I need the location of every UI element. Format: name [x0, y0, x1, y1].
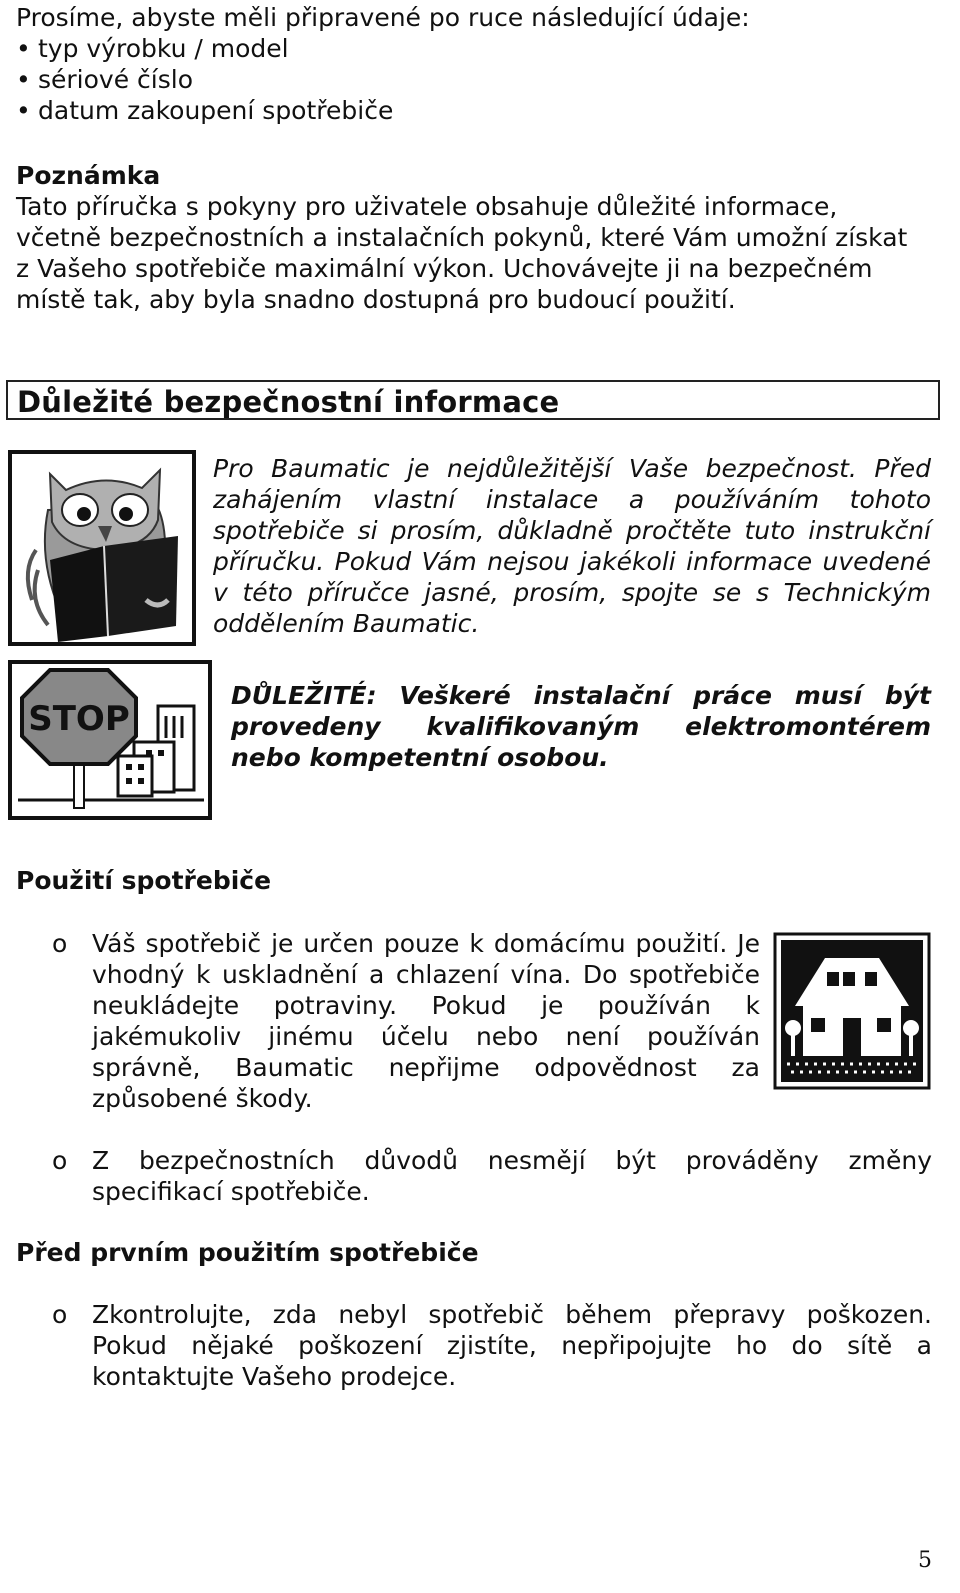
important-text: DŮLEŽITÉ: Veškeré instalační práce musí být provedeny kvalifikovaným elektromontérem nebo kompetentní osobou.: [231, 681, 931, 772]
note-text: Tato příručka s pokyny pro uživatele obsahuje důležité informace, včetně bezpečnostních a instalačních pokynů, které Vám umožní získat z Vašeho spotřebiče maximální výkon. Uchovávejte ji na bezpečném místě tak, aby byla snadno dostupná pro budoucí použití.: [16, 192, 908, 314]
list-item: [52, 1299, 932, 1392]
first-use-title: Před prvním použitím spotřebiče: [16, 1238, 479, 1267]
important-notice: [231, 680, 931, 773]
list-marker: o: [52, 1300, 68, 1329]
intro-section: [16, 2, 916, 126]
safety-title: Důležité bezpečnostní informace: [17, 385, 560, 419]
house-icon: [773, 932, 931, 1090]
page-number: 5: [918, 1548, 932, 1573]
list-item: [52, 928, 760, 1114]
list-item: • typ výrobku / model: [16, 33, 916, 64]
owl-reading-icon: [8, 450, 196, 646]
list-item: • datum zakoupení spotřebiče: [16, 95, 916, 126]
note-title: Poznámka: [16, 161, 161, 190]
usage-item-text: Váš spotřebič je určen pouze k domácímu použití. Je vhodný k uskladnění a chlazení vína. Do spotřebiče neukládejte potraviny. Pokud je používán k jakémukoliv jinému účelu nebo není používán správně, Baumatic nepřijme odpovědnost za způsobené škody.: [92, 929, 760, 1113]
list-item: [52, 1145, 932, 1207]
list-marker: o: [52, 929, 68, 958]
safety-intro-text: Pro Baumatic je nejdůležitější Vaše bezpečnost. Před zahájením vlastní instalace a používáním tohoto spotřebiče si prosím, důkladně pročtěte tuto instrukční příručku. Pokud Vám nejsou jakékoli informace uvedené v této příručce jasné, prosím, spojte se s Technickým oddělením Baumatic.: [213, 454, 931, 638]
note-section: [16, 160, 916, 315]
safety-heading-box: [6, 380, 940, 420]
first-use-item-text: Zkontrolujte, zda nebyl spotřebič během přepravy poškozen. Pokud nějaké poškození zjistíte, nepřipojujte ho do sítě a kontaktujte Vašeho prodejce.: [92, 1300, 932, 1391]
stop-sign-icon: [8, 660, 212, 820]
usage-item-text: Z bezpečnostních důvodů nesmějí být prováděny změny specifikací spotřebiče.: [92, 1146, 932, 1206]
intro-list: [16, 33, 916, 126]
safety-intro: [213, 453, 931, 639]
list-item: • sériové číslo: [16, 64, 916, 95]
usage-title: Použití spotřebiče: [16, 866, 272, 895]
list-marker: o: [52, 1146, 68, 1175]
stop-sign-text: STOP: [28, 699, 130, 739]
intro-lead: Prosíme, abyste měli připravené po ruce následující údaje:: [16, 3, 750, 32]
